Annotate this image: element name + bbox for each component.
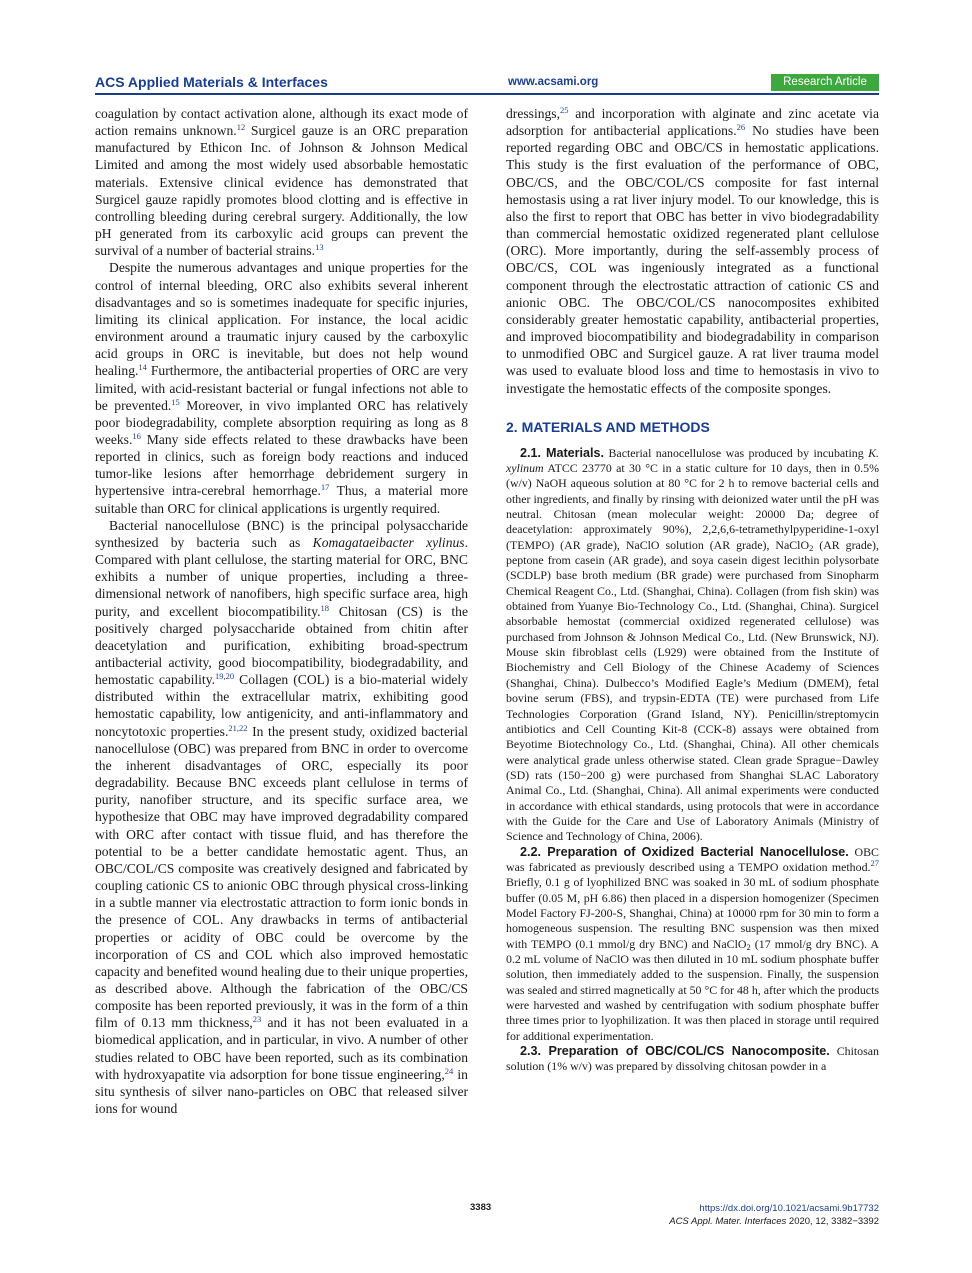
citation-ref[interactable]: 17 <box>320 482 330 493</box>
paragraph: 2.2. Preparation of Oxidized Bacterial Nanocellulose. OBC was fabricated as previously described using a TEMPO oxidation method.$^{27}$ Briefly, 0.1 g of lyophilized BNC was soaked in 30 mL of sodium phosphate buffer (0.05 M, pH 6.86) then placed in a dispersion homogenizer (Specimen Model Factory FJ-200-S, Shanghai, China) at 10000 rpm for 30 min to form a homogeneous suspension. The resulting BNC suspension was then mixed with TEMPO (0.1 mmol/g dry BNC) and NaClO$_2$ (17 mmol/g dry BNC). A 0.2 mL volume of NaClO was then diluted in 10 mL sodium phosphate buffer solution, then immediately added to the suspension. Finally, the suspension was sealed and stirred magnetically at 50 °C for 48 h, after which the products were harvested and washed by centrifugation with sodium phosphate buffer three times prior to lyophilization. It was then placed in storage until required for additional experimentation. <box>506 844 879 1043</box>
species-name: K. xylinum <box>506 445 879 475</box>
paragraph: dressings,$^{25}$ and incorporation with alginate and zinc acetate via adsorption for antibacterial applications.$^{26}$ No studies have been reported regarding OBC and OBC/CS in hemostatic applications. This study is the first evaluation of the performance of OBC, OBC/CS, and the OBC/COL/CS composite for fast internal hemostasis using a rat liver injury model. To our knowledge, this is also the first to report that OBC has better in vivo biodegradability than commercial hemostatic oxidized regenerated plant cellulose (ORC). More importantly, during the self-assembly process of OBC/CS, COL was ingeniously integrated as a functional component through the electrostatic attraction of cationic CS and anionic OBC. The OBC/COL/CS nanocomposites exhibited considerably greater hemostatic capability, antibacterial properties, and improved biocompatibility and biodegradability in comparison to unmodified OBC and Surgicel gauze. A rat liver trauma model was used to evaluate blood loss and time to hemostasis in vivo to investigate the hemostatic effects of the composite sponges. <box>506 105 879 396</box>
journal-title: ACS Applied Materials & Interfaces <box>95 74 328 90</box>
subsection-heading: 2.1. Materials. <box>520 445 605 460</box>
species-name: Komagataeibacter xylinus <box>312 534 465 550</box>
paragraph: 2.1. Materials. Bacterial nanocellulose was produced by incubating K. xylinum ATCC 23770 at 30 °C in a static culture for 10 days, then in 0.5% (w/v) NaOH aqueous solution at 80 °C for 2 h to remove bacterial cells and other ingredients, and finally by rinsing with deionized water until the pH was neutral. Chitosan (mean molecular weight: 20000 Da; degree of deacetylation: approximately 90%), 2,2,6,6-tetramethylpyperidine-1-oxyl (TEMPO) (AR grade), NaClO solution (AR grade), NaClO$_2$ (AR grade), peptone from casein (AR grade), and soya casein digest lecithin polysorbate (SCDLP) base broth medium (BR grade) were purchased from Sinopharm Chemical Reagent Co., Ltd. (Shanghai, China). Collagen (from fish skin) was obtained from Yuanye Bio-Technology Co., Ltd. (Shanghai, China). Surgicel absorbable hemostat (commercial oxidized regenerated cellulose) was purchased from Johnson & Johnson Medical Co., Ltd. (New Brunswick, NJ). Mouse skin fibroblast cells (L929) were obtained from the Institute of Biochemistry and Cell Biology of the Chinese Academy of Sciences (Shanghai, China). Dulbecco’s Modified Eagle’s Medium (DMEM), fetal bovine serum (FBS), and trypsin-EDTA (TE) were purchased from Life Technologies Corporation (Grand Island, NY). Penicillin/streptomycin antibiotics and Cell Counting Kit-8 (CCK-8) assays were obtained from Beyotime Biotechnology Co., Ltd. (Shanghai, China). All other chemicals were analytical grade unless otherwise stated. Clean grade Sprague−Dawley (SD) rats (150−200 g) were purchased from Shanghai SLAC Laboratory Animal Co., Ltd. (Shanghai, China). All animal experiments were conducted in accordance with ethical standards, using protocols that were in accordance with the Guide for the Care and Use of Laboratory Animals (Ministry of Science and Technology of China, 2006). <box>506 445 879 844</box>
citation-ref[interactable]: 21,22 <box>228 722 248 733</box>
right-column <box>506 105 879 1075</box>
citation-ref[interactable]: 26 <box>736 122 746 133</box>
citation-ref[interactable]: 18 <box>320 602 330 613</box>
citation-ref[interactable]: 19,20 <box>215 671 235 682</box>
doi-link[interactable]: https://dx.doi.org/10.1021/acsami.9b17732 <box>699 1203 879 1214</box>
paragraph: Despite the numerous advantages and unique properties for the control of internal bleeding, ORC also exhibits several inherent disadvantages and so is sometimes inadequate for specific injuries, limiting its clinical application. For instance, the local acidic environment around a traumatic injury caused by the carboxylic acid groups in ORC is inevitable, but does not help wound healing.$^{14}$ Furthermore, the antibacterial properties of ORC are very limited, with acid-resistant bacterial or fungal infections not able to be prevented.$^{15}$ Moreover, in vivo implanted ORC has relatively poor biodegradability, complete absorption requiring as long as 8 weeks.$^{16}$ Many side effects related to these drawbacks have been reported in clinics, such as foreign body reactions and induced tumor-like lesions after hemorrhage debridement surgery in hypertensive intra-cerebral hemorrhage.$^{17}$ Thus, a material more suitable than ORC for clinical applications is urgently required. <box>95 260 469 516</box>
section-heading: 2. MATERIALS AND METHODS <box>506 418 710 435</box>
header-rule <box>95 93 879 95</box>
citation-ref[interactable]: 13 <box>315 242 324 253</box>
citation-ref[interactable]: 23 <box>252 1014 262 1025</box>
paragraph: 2.3. Preparation of OBC/COL/CS Nanocomposite. Chitosan solution (1% w/v) was prepared by dissolving chitosan powder in a <box>506 1044 879 1074</box>
citation-ref[interactable]: 27 <box>870 857 879 868</box>
paragraph: coagulation by contact activation alone, although its exact mode of action remains unknown.$^{12}$ Surgicel gauze is an ORC preparation manufactured by Ethicon Inc. of Johnson & Johnson Medical Limited and among the most widely used absorbable hemostatic materials. Extensive clinical evidence has demonstrated that Surgicel gauze rapidly promotes blood clotting and is effective in controlling bleeding during cerebral surgery. Additionally, the low pH generated from its carboxylic acid groups can prevent the survival of a number of bacterial strains.$^{13}$ <box>95 106 468 259</box>
subsection-heading: 2.3. Preparation of OBC/COL/CS Nanocomposite. <box>520 1044 830 1059</box>
citation-ref[interactable]: 15 <box>171 396 180 407</box>
left-column <box>95 105 468 1117</box>
citation-ref[interactable]: 24 <box>444 1065 454 1076</box>
citation-ref[interactable]: 25 <box>560 105 569 115</box>
journal-citation: ACS Appl. Mater. Interfaces 2020, 12, 3382−3392 <box>669 1216 879 1227</box>
paragraph: Bacterial nanocellulose (BNC) is the principal polysaccharide synthesized by bacteria such as Komagataeibacter xylinus. Compared with plant cellulose, the starting material for ORC, BNC exhibits a number of unique properties, including a three-dimensional network of nanofibers, high specific surface area, high purity, and excellent biocompatibility.$^{18}$ Chitosan (CS) is the positively charged polysaccharide obtained from chitin after deacetylation and purification, exhibiting broad-spectrum antibacterial activity, good biocompatibility, biodegradability, and hemostatic capability.$^{19,20}$ Collagen (COL) is a bio-material widely distributed within the extracellular matrix, exhibiting good hemostatic capability, low antigenicity, and anti-inflammatory and noncytotoxic properties.$^{21,22}$ In the present study, oxidized bacterial nanocellulose (OBC) was prepared from BNC in order to overcome the inherent disadvantages of ORC, especially its poor degradability. Because BNC exceeds plant cellulose in terms of purity, nanofiber structure, and its specific surface area, we hypothesize that OBC may have improved degradability compared with ORC after contact with tissue fluid, and has therefore the potential to be a better candidate hemostatic agent. Thus, an OBC/COL/CS composite was creatively designed and fabricated by coupling cationic CS to anionic OBC through physical cross-linking in a subtle manner via electrostatic attraction to form ionic bonds in the presence of COL. Any drawbacks in terms of antibacterial properties or acidity of OBC could be overcome by the incorporation of CS and COL which also improved hemostatic capacity and benefited wound healing due to their unique properties, as described above. Although the fabrication of the OBC/CS composite has been reported previously, it was in the form of a thin film of 0.13 mm thickness,$^{23}$ and it has not been evaluated in a biomedical application, and in particular, in vivo. A number of other studies related to OBC have been reported, such as its combination with hydroxyapatite via adsorption for bone tissue engineering,$^{24}$ in situ synthesis of silver nano-particles on OBC that released silver ions for wound <box>95 517 468 1117</box>
citation-ref[interactable]: 16 <box>132 430 141 441</box>
page-header <box>95 74 879 92</box>
page-number: 3383 <box>470 1202 492 1213</box>
citation-ref[interactable]: 12 <box>236 122 246 133</box>
subsection-heading: 2.2. Preparation of Oxidized Bacterial Nanocellulose. <box>520 844 849 859</box>
article-type-badge: Research Article <box>771 74 879 91</box>
citation-ref[interactable]: 14 <box>138 362 147 373</box>
journal-url[interactable]: www.acsami.org <box>508 76 599 88</box>
